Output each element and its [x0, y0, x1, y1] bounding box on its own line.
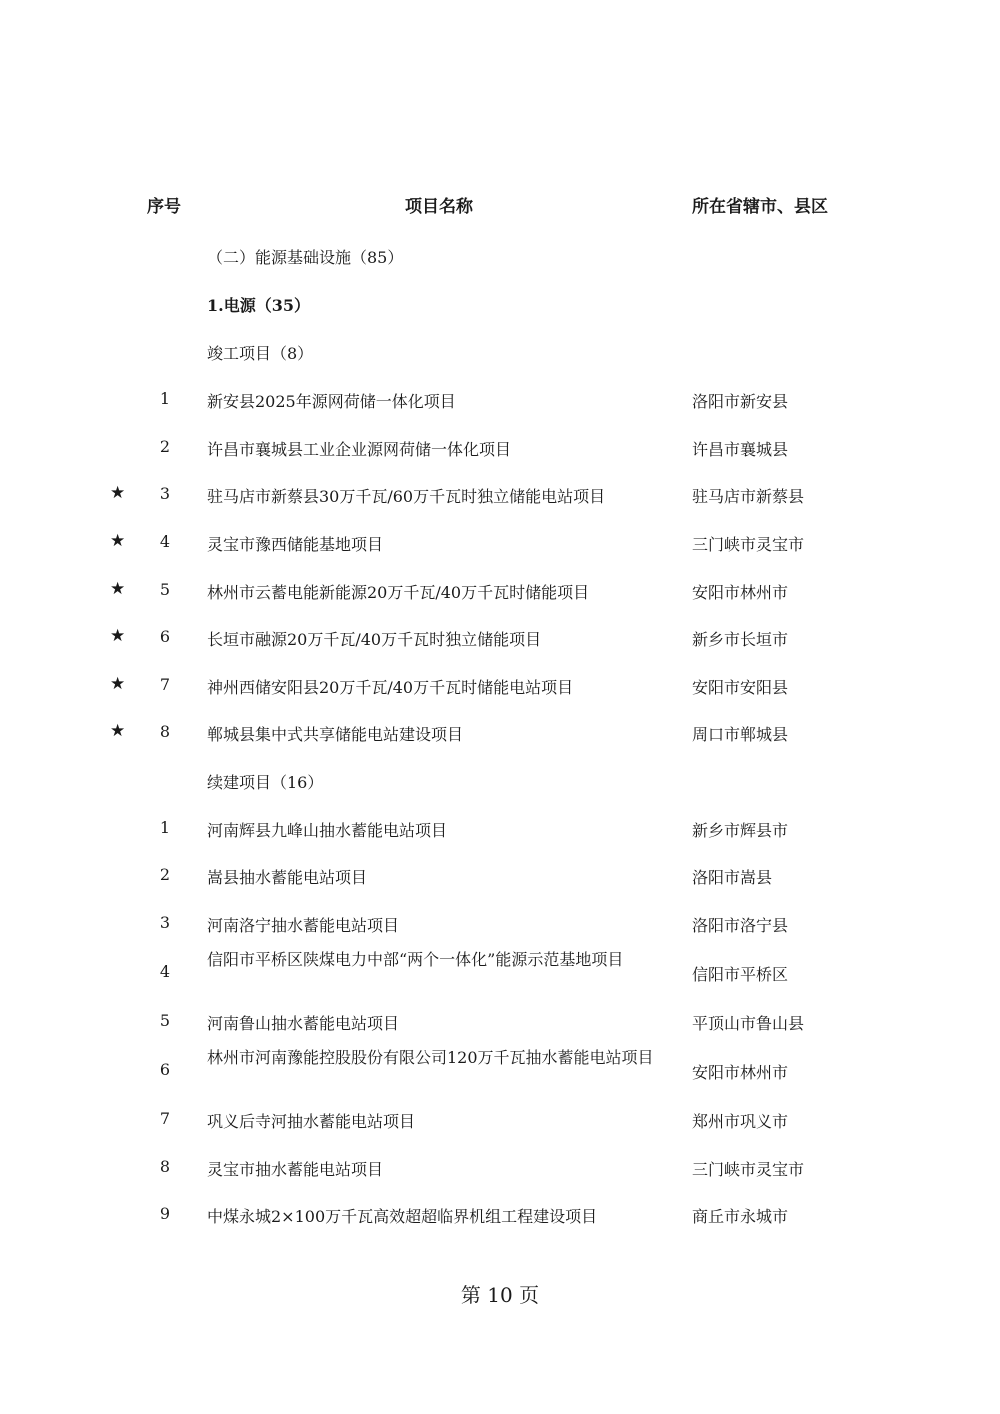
project-name: 林州市云蓄电能新能源20万千瓦/40万千瓦时储能项目 [207, 583, 590, 602]
project-name: 巩义后寺河抽水蓄能电站项目 [207, 1112, 416, 1131]
project-location: 安阳市林州市 [692, 583, 789, 602]
row-number: 4 [159, 532, 171, 551]
project-name: 长垣市融源20万千瓦/40万千瓦时独立储能项目 [207, 630, 542, 649]
project-name: 河南辉县九峰山抽水蓄能电站项目 [207, 821, 448, 840]
row-number: 7 [159, 675, 171, 694]
project-name: 许昌市襄城县工业企业源网荷储一体化项目 [207, 440, 512, 459]
continued-section-heading: 续建项目（16） [207, 773, 324, 792]
subcategory-heading: 1.电源（35） [207, 296, 310, 315]
project-location: 洛阳市洛宁县 [692, 916, 789, 935]
row-number: 5 [159, 1011, 171, 1030]
project-location: 驻马店市新蔡县 [692, 487, 805, 506]
project-name: 林州市河南豫能控股股份有限公司120万千瓦抽水蓄能电站项目 [207, 1048, 654, 1067]
row-number: 1 [159, 818, 171, 837]
project-location: 洛阳市嵩县 [692, 868, 773, 887]
project-location: 郑州市巩义市 [692, 1112, 789, 1131]
project-location: 信阳市平桥区 [692, 965, 789, 984]
project-name: 河南洛宁抽水蓄能电站项目 [207, 916, 400, 935]
table-row [0, 479, 1000, 509]
project-location: 三门峡市灵宝市 [692, 535, 805, 554]
table-row [0, 575, 1000, 605]
row-number: 8 [159, 722, 171, 741]
table-row [0, 384, 1000, 414]
star-icon: ★ [110, 531, 126, 551]
page-number: 第 10 页 [460, 1283, 540, 1307]
table-row [0, 432, 1000, 462]
table-row [0, 860, 1000, 890]
project-location: 商丘市永城市 [692, 1207, 789, 1226]
project-location: 洛阳市新安县 [692, 392, 789, 411]
row-number: 3 [159, 484, 171, 503]
project-location: 新乡市辉县市 [692, 821, 789, 840]
table-row [0, 717, 1000, 747]
row-number: 6 [159, 627, 171, 646]
table-row [0, 1048, 1000, 1085]
table-row [0, 527, 1000, 557]
row-number: 2 [159, 865, 171, 884]
row-number: 6 [159, 1060, 171, 1079]
table-row [0, 670, 1000, 700]
project-location: 周口市郸城县 [692, 725, 789, 744]
project-location: 安阳市林州市 [692, 1063, 789, 1082]
category-heading: （二）能源基础设施（85） [207, 248, 404, 267]
project-name: 灵宝市豫西储能基地项目 [207, 535, 384, 554]
column-header-name: 项目名称 [405, 197, 473, 217]
star-icon: ★ [110, 579, 126, 599]
completed-section-heading: 竣工项目（8） [207, 344, 314, 363]
row-number: 7 [159, 1109, 171, 1128]
project-location: 安阳市安阳县 [692, 678, 789, 697]
project-name: 中煤永城2×100万千瓦高效超超临界机组工程建设项目 [207, 1207, 598, 1226]
row-number: 5 [159, 580, 171, 599]
row-number: 2 [159, 437, 171, 456]
project-location: 三门峡市灵宝市 [692, 1160, 805, 1179]
table-row [0, 908, 1000, 938]
star-icon: ★ [110, 674, 126, 694]
project-location: 平顶山市鲁山县 [692, 1014, 805, 1033]
project-name: 新安县2025年源网荷储一体化项目 [207, 392, 456, 411]
table-row [0, 1104, 1000, 1134]
project-name: 河南鲁山抽水蓄能电站项目 [207, 1014, 400, 1033]
table-row [0, 1199, 1000, 1229]
table-row [0, 1152, 1000, 1182]
row-number: 1 [159, 389, 171, 408]
table-row [0, 950, 1000, 987]
project-name: 郸城县集中式共享储能电站建设项目 [207, 725, 464, 744]
table-row [0, 622, 1000, 652]
star-icon: ★ [110, 721, 126, 741]
project-location: 新乡市长垣市 [692, 630, 789, 649]
column-header-location: 所在省辖市、县区 [692, 197, 828, 217]
row-number: 8 [159, 1157, 171, 1176]
column-header-no: 序号 [147, 197, 181, 217]
project-name: 灵宝市抽水蓄能电站项目 [207, 1160, 384, 1179]
row-number: 9 [159, 1204, 171, 1223]
table-row [0, 1006, 1000, 1036]
row-number: 4 [159, 962, 171, 981]
project-location: 许昌市襄城县 [692, 440, 789, 459]
star-icon: ★ [110, 626, 126, 646]
project-name: 嵩县抽水蓄能电站项目 [207, 868, 368, 887]
project-name: 驻马店市新蔡县30万千瓦/60万千瓦时独立储能电站项目 [207, 487, 606, 506]
star-icon: ★ [110, 483, 126, 503]
project-name: 神州西储安阳县20万千瓦/40万千瓦时储能电站项目 [207, 678, 574, 697]
table-row [0, 813, 1000, 843]
row-number: 3 [159, 913, 171, 932]
project-name: 信阳市平桥区陕煤电力中部“两个一体化”能源示范基地项目 [207, 950, 624, 969]
